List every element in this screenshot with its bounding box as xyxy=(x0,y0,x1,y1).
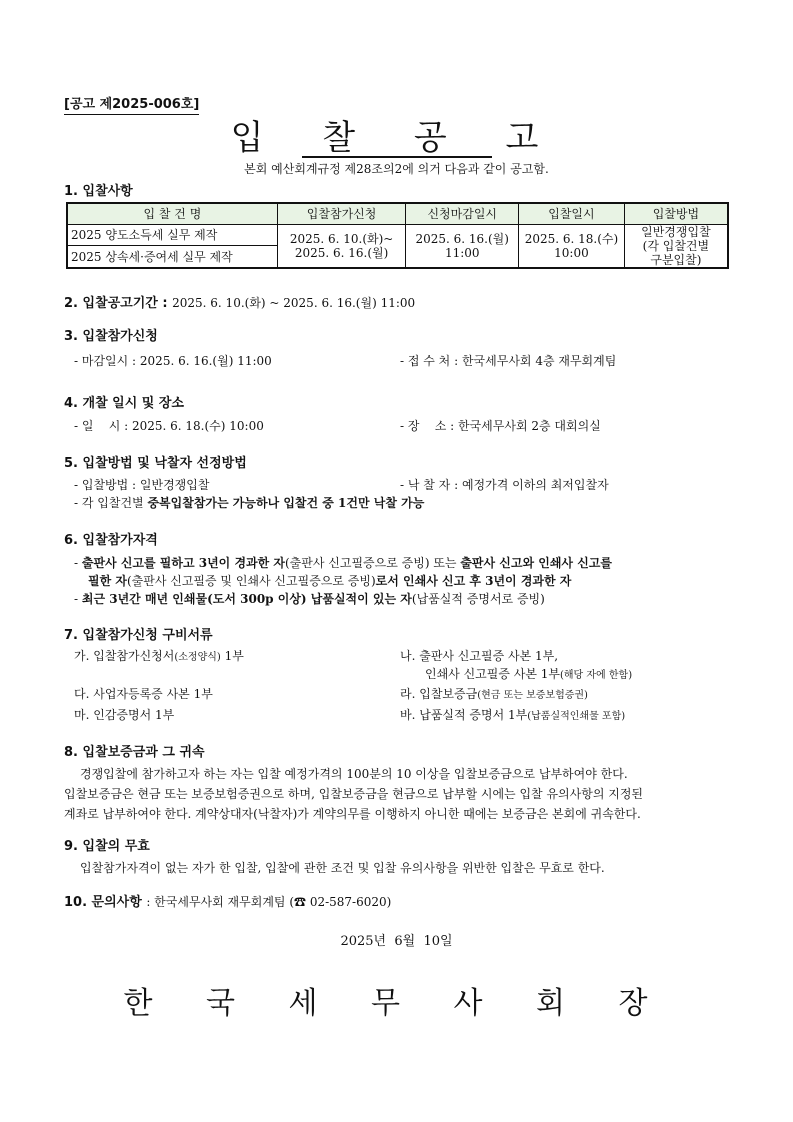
intro-text: 본회 예산회계규정 제28조의2에 의거 다음과 같이 공고함. xyxy=(244,162,549,176)
apply-end: 2025. 6. 16.(월) xyxy=(294,246,389,260)
qualification-line-3 xyxy=(74,590,545,607)
section-4-heading: 4. 개찰 일시 및 장소 xyxy=(64,396,184,411)
document-ba-note: (납품실적인쇄물 포함) xyxy=(527,711,626,722)
deposit-paragraph-line1: 경쟁입찰에 참가하고자 하는 자는 입찰 예정가격의 100분의 10 이상을 입찰보증금으로 납부하여야 한다. xyxy=(80,767,628,781)
qual-1-prefix: - xyxy=(74,556,82,570)
bid-method-line2: (각 입찰건별 xyxy=(642,239,710,253)
section-10-heading xyxy=(64,891,391,910)
document-ra-text: 라. 입찰보증금 xyxy=(400,687,478,701)
contact-value: : 한국세무사회 재무회계팀 (☎ 02-587-6020) xyxy=(146,895,392,909)
section-6-heading: 6. 입찰참가자격 xyxy=(64,533,158,548)
item-name-cell: 2025 양도소득세 실무 제작 xyxy=(67,225,277,246)
header-item-name: 입 찰 건 명 xyxy=(67,203,277,225)
duplicate-bid-prefix: - 각 입찰건별 xyxy=(74,496,148,510)
qual-3-prefix: - xyxy=(74,592,82,606)
section-8-heading: 8. 입찰보증금과 그 귀속 xyxy=(64,745,205,760)
document-ra-note: (현금 또는 보증보험증권) xyxy=(477,690,588,701)
section-10-label: 10. 문의사항 xyxy=(64,895,142,910)
bid-items-table xyxy=(66,202,729,269)
opening-place-line: - 장 소 : 한국세무사회 2층 대회의실 xyxy=(400,419,601,433)
document-na-line1: 나. 출판사 신고필증 사본 1부, xyxy=(400,649,559,663)
notice-date: 2025년 6월 10일 xyxy=(340,934,453,949)
section-9-heading: 9. 입찰의 무효 xyxy=(64,839,150,854)
section-5-heading: 5. 입찰방법 및 낙찰자 선정방법 xyxy=(64,456,247,471)
signatory: 한 국 세 무 사 회 장 xyxy=(123,986,670,1021)
document-na-text: 인쇄사 신고필증 사본 1부 xyxy=(425,667,560,681)
qual-2-normal: (출판사 신고필증 및 인쇄사 신고필증으로 증빙) xyxy=(126,574,376,588)
bid-method-line1: 일반경쟁입찰 xyxy=(641,225,711,239)
bid-method-line3: 구분입찰) xyxy=(650,253,702,267)
title-underline xyxy=(302,156,492,158)
header-deadline: 신청마감일시 xyxy=(406,203,519,225)
section-1-heading: 1. 입찰사항 xyxy=(64,184,133,199)
document-title: 입 찰 공 고 xyxy=(230,118,563,158)
section-3-heading: 3. 입찰참가신청 xyxy=(64,329,158,344)
duplicate-bid-text: 중복입찰참가는 가능하나 입찰건 중 1건만 낙찰 가능 xyxy=(147,496,425,510)
bid-date: 2025. 6. 18.(수) xyxy=(524,232,619,246)
qual-2-bold-a: 필한 자 xyxy=(88,574,127,588)
section-2-heading xyxy=(64,292,415,311)
qual-3-bold: 최근 3년간 매년 인쇄물(도서 300p 이상) 납품실적이 있는 자 xyxy=(81,592,412,606)
invalid-bid-text: 입찰참가자격이 없는 자가 한 입찰, 입찰에 관한 조건 및 입찰 유의사항을 위반한 입찰은 무효로 한다. xyxy=(80,861,605,875)
document-ga-count: 1부 xyxy=(220,649,244,663)
qual-1-bold-b: 출판사 신고와 인쇄사 신고를 xyxy=(460,556,612,570)
section-7-heading: 7. 입찰참가신청 구비서류 xyxy=(64,628,213,643)
deadline-cell xyxy=(406,225,519,269)
document-ba-text: 바. 납품실적 증명서 1부 xyxy=(400,708,528,722)
opening-datetime-line: - 일 시 : 2025. 6. 18.(수) 10:00 xyxy=(74,419,264,433)
qual-1-bold-a: 출판사 신고를 필하고 3년이 경과한 자 xyxy=(81,556,285,570)
reception-line: - 접 수 처 : 한국세무사회 4층 재무회계팀 xyxy=(400,354,617,368)
table-row xyxy=(67,225,728,246)
deadline-line: - 마감일시 : 2025. 6. 16.(월) 11:00 xyxy=(74,354,272,368)
document-na-line2 xyxy=(425,665,632,682)
qualification-line-2 xyxy=(88,572,571,589)
apply-start: 2025. 6. 10.(화)~ xyxy=(289,232,394,246)
deposit-paragraph-line2: 입찰보증금은 현금 또는 보증보험증권으로 하며, 입찰보증금을 현금으로 납부할 시에는 입찰 유의사항의 지정된 xyxy=(64,787,644,801)
duplicate-bid-line xyxy=(74,494,424,511)
winner-line: - 낙 찰 자 : 예정가격 이하의 최저입찰자 xyxy=(400,478,609,492)
document-ga xyxy=(74,647,244,664)
deadline-date: 2025. 6. 16.(월) xyxy=(415,232,509,246)
bid-datetime-cell xyxy=(519,225,625,269)
qual-1-normal: (출판사 신고필증으로 증빙) 또는 xyxy=(285,556,461,570)
document-ra xyxy=(400,685,588,702)
document-ma: 마. 인감증명서 1부 xyxy=(74,708,175,722)
bid-method-line: - 입찰방법 : 일반경쟁입찰 xyxy=(74,478,210,492)
qualification-line-1 xyxy=(74,554,612,571)
document-ga-text: 가. 입찰참가신청서 xyxy=(74,649,175,663)
header-apply: 입찰참가신청 xyxy=(277,203,406,225)
qual-3-normal: (납품실적 증명서로 증빙) xyxy=(411,592,545,606)
document-ba xyxy=(400,706,625,723)
document-da: 다. 사업자등록증 사본 1부 xyxy=(74,687,213,701)
apply-period-cell xyxy=(277,225,406,269)
header-bid-datetime: 입찰일시 xyxy=(519,203,625,225)
table-header-row xyxy=(67,203,728,225)
qual-2-bold-b: 로서 인쇄사 신고 후 3년이 경과한 자 xyxy=(375,574,572,588)
document-ga-note: (소정양식) xyxy=(174,652,221,663)
deposit-paragraph-line3: 계좌로 납부하여야 한다. 계약상대자(낙찰자)가 계약의무를 이행하지 아니한 때에는 보증금은 본회에 귀속한다. xyxy=(64,807,641,821)
bid-method-cell xyxy=(624,225,728,269)
notice-period-value: 2025. 6. 10.(화) ~ 2025. 6. 16.(월) 11:00 xyxy=(172,296,416,310)
notice-number: [공고 제2025-006호] xyxy=(64,93,199,115)
deadline-time: 11:00 xyxy=(444,246,480,260)
header-bid-method: 입찰방법 xyxy=(624,203,728,225)
bid-time: 10:00 xyxy=(554,246,589,260)
document-na-note: (해당 자에 한함) xyxy=(560,670,633,681)
section-2-label: 2. 입찰공고기간 : xyxy=(64,296,168,311)
item-name-cell: 2025 상속세·증여세 실무 제작 xyxy=(67,246,277,268)
